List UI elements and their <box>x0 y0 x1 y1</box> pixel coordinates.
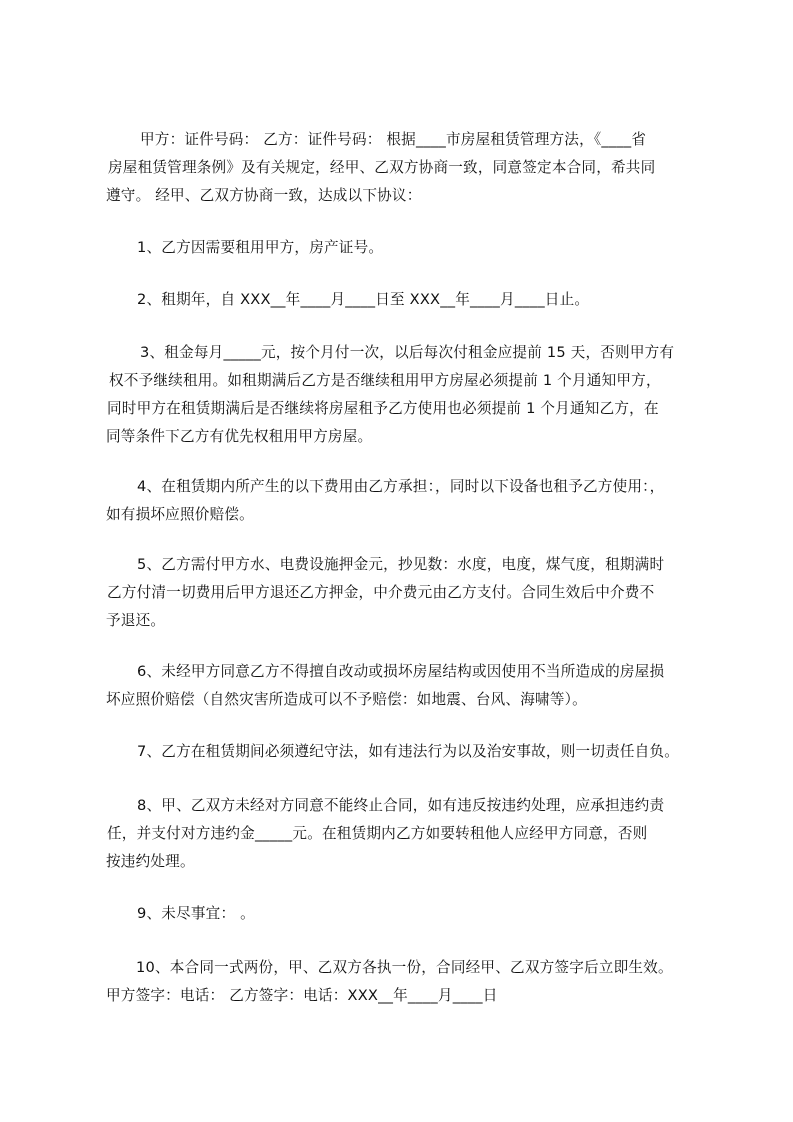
clause-3-line-4: 同等条件下乙方有优先权租用甲方房屋。 <box>106 428 373 445</box>
clause-6-line-2: 坏应照价赔偿（自然灾害所造成可以不予赔偿：如地震、台风、海啸等）。 <box>106 691 587 708</box>
signature-line: 甲方签字：电话： 乙方签字：电话：XXX__年____月____日 <box>106 987 498 1004</box>
clause-4-line-2: 如有损坏应照价赔偿。 <box>106 506 254 523</box>
intro-line-2: 房屋租赁管理条例》及有关规定，经甲、乙双方协商一致，同意签定本合同，希共同 <box>108 159 656 176</box>
clause-5-line-3: 予退还。 <box>106 612 166 629</box>
clause-5-line-2: 乙方付清一切费用后甲方退还乙方押金，中介费元由乙方支付。合同生效后中介费不 <box>107 584 655 601</box>
clause-3-line-1: 3、租金每月_____元，按个月付一次，以后每次付租金应提前 15 天，否则甲方有 <box>140 344 675 361</box>
clause-8-line-3: 按违约处理。 <box>106 853 195 870</box>
clause-4-line-1: 4、在租赁期内所产生的以下费用由乙方承担：，同时以下设备也租予乙方使用：， <box>137 478 665 495</box>
clause-8-line-2: 任，并支付对方违约金_____元。在租赁期内乙方如要转租他人应经甲方同意，否则 <box>107 825 648 842</box>
clause-3-line-3: 同时甲方在租赁期满后是否继续将房屋租予乙方使用也必须提前 1 个月通知乙方，在 <box>107 400 659 417</box>
clause-10-line-1: 10、本合同一式两份，甲、乙双方各执一份，合同经甲、乙双方签字后立即生效。 <box>136 959 673 976</box>
clause-2-line-1: 2、租期年，自 XXX__年____月____日至 XXX__年____月____日止。 <box>137 291 590 308</box>
clause-7-line-1: 7、乙方在租赁期间必须遵纪守法，如有违法行为以及治安事故，则一切责任自负。 <box>137 743 680 760</box>
clause-1-line-1: 1、乙方因需要租用甲方，房产证号。 <box>137 239 384 256</box>
clause-3-line-2: 权不予继续租用。如租期满后乙方是否继续租用甲方房屋必须提前 1 个月通知甲方， <box>109 372 661 389</box>
clause-6-line-1: 6、未经甲方同意乙方不得擅自改动或损坏房屋结构或因使用不当所造成的房屋损 <box>137 663 665 680</box>
clause-8-line-1: 8、甲、乙双方未经对方同意不能终止合同，如有违反按违约处理，应承担违约责 <box>137 797 665 814</box>
clause-9-line-1: 9、未尽事宜： 。 <box>137 905 255 922</box>
clause-5-line-1: 5、乙方需付甲方水、电费设施押金元，抄见数：水度，电度，煤气度，租期满时 <box>137 556 665 573</box>
intro-line-3: 遵守。 经甲、乙双方协商一致，达成以下协议： <box>106 187 422 204</box>
intro-line-1: 甲方：证件号码： 乙方：证件号码： 根据____市房屋租赁管理方法，《____省 <box>140 131 647 148</box>
